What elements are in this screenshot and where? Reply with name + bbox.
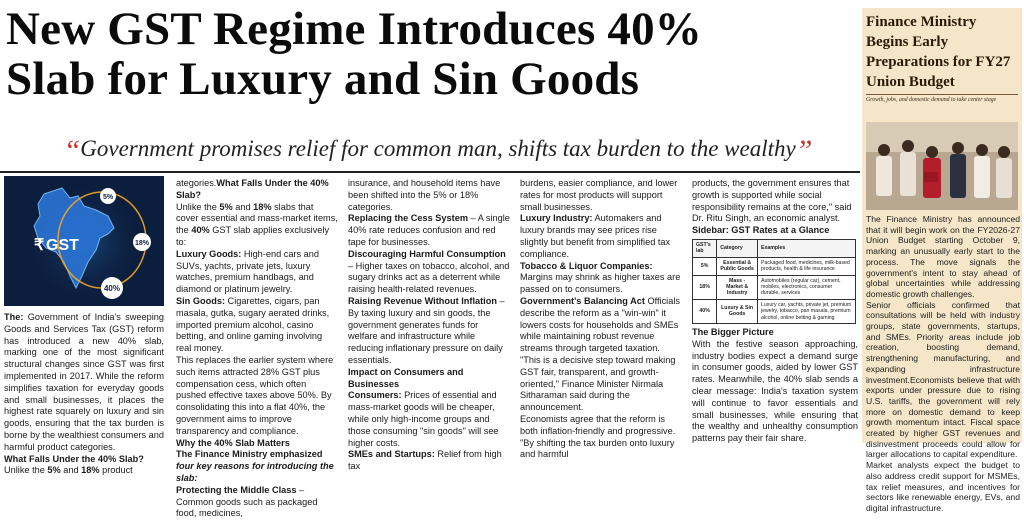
col3-sme-text: Relief from high tax — [348, 449, 502, 472]
column-1 — [4, 312, 164, 476]
sidebar-divider — [866, 94, 1018, 95]
col2-luxury — [176, 249, 338, 296]
table-row — [693, 299, 856, 323]
table-row — [693, 275, 856, 299]
col2-luxury-label: Luxury Goods: — [176, 248, 242, 259]
bigger-picture-heading: The Bigger Picture — [692, 327, 774, 338]
label-5: 5% — [102, 194, 114, 201]
col2-why-bold: The Finance Ministry emphasized — [176, 449, 323, 460]
col1-tail-pre: Unlike the — [4, 465, 48, 476]
col2-p1-pre: Unlike the — [176, 201, 220, 212]
col2-intro-bold: What Falls Under the 40% Slab? — [176, 178, 329, 200]
col3-disc-text: – Higher taxes on tobacco, alcohol, and sugary drinks act as a deterrent while raising health-related revenues. — [348, 260, 510, 295]
table-cell-slab: 18% — [693, 275, 717, 299]
col3-cess-label: Replacing the Cess System — [348, 213, 468, 224]
col2-sin-text: Cigarettes, cigars, pan masala, gutka, sugary aerated drinks, imported premium alcohol, casino betting, and online gaming involving real money. — [176, 295, 330, 354]
col3-raise-text: – By taxing luxury and sin goods, the government generates funds for welfare and infrastructure while reducing inflationary pressure on daily essentials. — [348, 295, 505, 365]
col2-p1-18: 18% — [253, 201, 272, 212]
sidebar-kicker: Growth, jobs, and domestic demand to take center stage — [866, 97, 997, 103]
col3-consumers — [348, 390, 510, 449]
col3-disc — [348, 249, 510, 296]
table-cell-slab: 5% — [693, 257, 717, 275]
label-18: 18% — [134, 240, 150, 247]
col4-luxury — [520, 213, 682, 260]
col1-lead — [4, 312, 164, 454]
col3-cess-text: – A single 40% rate reduces confusion and red tape for businesses. — [348, 213, 510, 247]
col2-p1-mid: and — [232, 201, 254, 212]
col3-raise — [348, 296, 510, 367]
table-cell-category: Luxury & Sin Goods — [717, 299, 758, 323]
sidebar-p2: Senior officials confirmed that consultations will be held with industry groups, state governments, startups, and SMEs. Priority areas include job creation, boosting demand, strengthening manufacturing, and expanding infrastructure investment.Economists believe that with exports under pressure due to rising U.S. tariffs, the government will rely more on domestic demand to keep growth momentum intact. Fiscal space created by higher GST revenues and disinvestment proceeds could allow for larger allocations to capital expenditure. — [866, 299, 1020, 460]
col4-p1: burdens, easier compliance, and lower rates for most products will support small businesses. — [520, 178, 678, 212]
col3-sme — [348, 449, 510, 473]
col2-intro — [176, 178, 338, 202]
headline-line-1: New GST Regime Introduces 40% — [6, 3, 702, 55]
gst-graphic — [4, 176, 164, 306]
sidebar-rates-heading: Sidebar: GST Rates at a Glance — [692, 225, 830, 236]
india-map-graphic — [4, 176, 164, 306]
officials-photo-illustration — [866, 122, 1018, 210]
col2-why-bi: four key reasons for introducing the slab: — [176, 461, 334, 483]
col1-tail-post: product — [99, 465, 133, 476]
table-header: Category — [717, 239, 758, 257]
table-cell-examples: Luxury car, yachts, private jet, premium jewelry, tobacco, pan masala, premium alcohol, online betting & gaming — [758, 299, 856, 323]
col4-p2: Economists agree that the reform is both inflation-friendly and progressive. "By shifting the tax burden onto luxury and harmful — [520, 413, 676, 460]
sidebar-body — [866, 214, 1020, 513]
col1-lead-bold: The: — [4, 312, 24, 322]
sidebar-story — [862, 8, 1022, 513]
col3-disc-label: Discouraging Harmful Consumption — [348, 248, 506, 259]
col3-cess — [348, 213, 510, 248]
col1-lead-text: Government of India's sweeping Goods and Services Tax (GST) reform has introduced a new 40% slab, marking one of the most significant structural changes since GST was first implemented in 2017. While the reform simplifies taxation for everyday goods and small businesses, it places the highest rate squarely on luxury and sin goods, ensuring that the tax burden is borne by the wealthiest consumers and harmful product categories. — [4, 312, 164, 452]
close-quote-glyph: ” — [795, 134, 813, 167]
budget-folder-shape — [924, 172, 938, 182]
headline-line-2: Slab for Luxury and Sin Goods — [6, 53, 640, 105]
col4-luxury-label: Luxury Industry: — [520, 213, 593, 224]
table-header: Examples — [758, 239, 856, 257]
col3-raise-label: Raising Revenue Without Inflation — [348, 295, 497, 306]
col3-sme-label: SMEs and Startups: — [348, 449, 435, 460]
col4-tobacco-label: Tobacco & Liquor Companies: — [520, 260, 653, 271]
col1-tail-18: 18% — [81, 465, 100, 476]
bigger-picture-text: With the festive season approaching, industry bodies expect a demand surge in consumer goods, aided by lower GST rates. Meanwhile, the 40% slab sends a clear message: India's taxation system will continue to favor essentials and small businesses, while ensuring that the wealthy and unhealthy consumption patterns pay their fair share. — [692, 338, 858, 444]
col1-tail — [4, 465, 164, 477]
col1-tail-mid: and — [60, 465, 82, 476]
col2-why-heading: Why the 40% Slab Matters — [176, 437, 290, 448]
table-cell-category: Essential & Public Goods — [717, 257, 758, 275]
col2-protect-text: – Common goods such as packaged food, medicines, — [176, 484, 318, 519]
column-4 — [520, 178, 682, 460]
col4-balance-text: Officials describe the reform as a "win-win" it lowers costs for households and SMEs while maintaining robust revenue streams through targeted taxation. "This is a decisive step toward making GST fair, transparent, and growth-oriented," Finance Minister Nirmala Sitharaman said during the announcement. — [520, 295, 680, 413]
column-5 — [692, 178, 858, 443]
column-2 — [176, 178, 338, 519]
headline — [6, 4, 858, 104]
table-cell-examples: Automobiles (regular car), cement, mobiles, electronics, consumer durable, services — [758, 275, 856, 299]
rupee-glyph: ₹ — [34, 237, 45, 254]
col4-tobacco-text: Margins may shrink as higher taxes are passed on to consumers. — [520, 272, 681, 295]
headline-divider — [0, 171, 860, 173]
table-cell-examples: Packaged food, medicines, milk-based products, health & life insurance — [758, 257, 856, 275]
subheadline — [28, 134, 848, 168]
col5-p1: products, the government ensures that growth is supported while social responsibility remains at the core," said Dr. Ritu Singh, an economic analyst. — [692, 178, 852, 224]
col2-intro-text: ategories. — [176, 178, 217, 188]
col1-tail-5: 5% — [47, 465, 61, 476]
col2-why — [176, 449, 338, 484]
sidebar-title: Finance Ministry Begins Early Preparations for FY27 Union Budget — [866, 14, 1011, 90]
open-quote-glyph: “ — [63, 134, 81, 167]
table-header-row — [693, 239, 856, 257]
sidebar-p3: Market analysts expect the budget to also address credit support for MSMEs, tax relief measures, and incentives for sectors like renewable energy, EVs, and digital infrastructure. — [866, 460, 1020, 513]
col2-protect — [176, 485, 338, 520]
col4-balance — [520, 296, 682, 414]
table-row — [693, 257, 856, 275]
col2-sin-label: Sin Goods: — [176, 295, 225, 306]
col2-sin — [176, 296, 338, 355]
col4-luxury-text: Automakers and luxury brands may see prices rise slightly but benefit from simplified tax compliance. — [520, 213, 671, 259]
col3-impact-heading: Impact on Consumers and Businesses — [348, 366, 464, 389]
gst-rates-table — [692, 239, 856, 324]
column-3 — [348, 178, 510, 472]
sidebar-photo — [866, 122, 1018, 210]
col2-protect-label: Protecting the Middle Class — [176, 484, 297, 495]
col2-p1-post: GST slab applies exclusively to: — [176, 225, 330, 247]
col2-p1 — [176, 202, 338, 249]
col2-luxury-text: High-end cars and SUVs, yachts, private jets, luxury watches, premium handbags, and diamond or platinum jewelry. — [176, 248, 319, 295]
col2-p1-5: 5% — [219, 201, 233, 212]
col4-tobacco — [520, 261, 682, 296]
gst-logo-text: GST — [46, 237, 79, 254]
subheadline-text: Government promises relief for common man, shifts tax burden to the wealthy — [80, 136, 796, 161]
col4-balance-label: Government's Balancing Act — [520, 295, 645, 306]
col2-p1-40: 40% — [191, 225, 210, 236]
label-40: 40% — [103, 284, 121, 293]
col2-p1-text: slabs that cover essential and mass-market items, the — [176, 201, 338, 236]
sidebar-p1: The Finance Ministry has announced that it will begin work on the FY2026-27 Union Budget starting October 9, marking an unusually early start to the process. The move signals the government's intent to stay ahead of global uncertainties while addressing domestic growth challenges. — [866, 214, 1020, 299]
table-cell-category: Mass - Market & Industry — [717, 275, 758, 299]
col1-heading: What Falls Under the 40% Slab? — [4, 453, 144, 464]
col3-consumers-label: Consumers: — [348, 390, 402, 401]
table-header: GST's lab — [693, 239, 717, 257]
col3-consumers-text: Prices of essential and mass-market goods will be cheaper, while only high-income groups and those consuming "sin goods" will see higher costs. — [348, 390, 499, 448]
table-cell-slab: 40% — [693, 299, 717, 323]
col3-p1: insurance, and household items have been shifted into the 5% or 18% categories. — [348, 178, 501, 212]
col2-p2: This replaces the earlier system where such items attracted 28% GST plus compensation cess, which often pushed effective taxes above 50%. By consolidating this into a flat 40%, the government aims to improve transparency and compliance. — [176, 354, 334, 436]
